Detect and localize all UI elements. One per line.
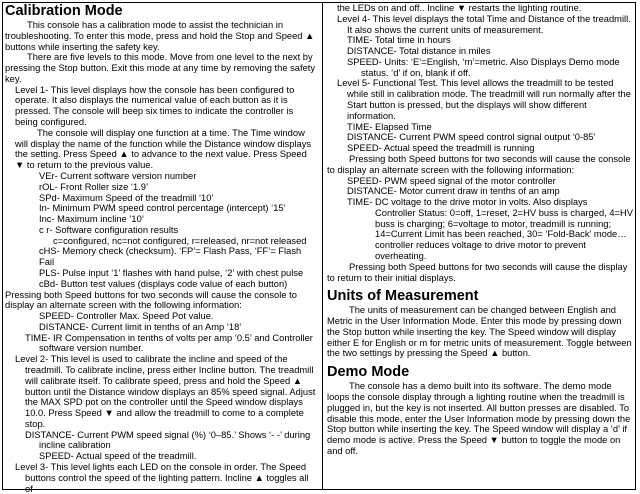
right-paragraph: Level 4- This level displays the total Time and Distance of the treadmill. It also shows the current units of measurement. [337, 13, 631, 35]
right-paragraph: Controller Status: 0=off, 1=reset, 2=HV buss is charged, 4=HV buss is charging; 6=voltage to motor, treadmill is running; 14=Current Limit has been reached, 30= ‘Fold-Back’ mode… controller reduces voltage to drive motor to prevent overheating. [375, 207, 633, 261]
right-paragraph: Pressing both Speed buttons for two seconds will cause the console to display an alternate screen with the following information: [327, 153, 631, 175]
right-paragraph: SPEED- Actual speed the treadmill is running [347, 143, 535, 154]
right-paragraph: TIME- Total time in hours [347, 35, 451, 46]
left-paragraph: SPd- Maximum Speed of the treadmill ‘10’ [39, 192, 214, 203]
left-paragraph: Inc- Maximum incline ‘10’ [39, 214, 144, 225]
left-paragraph: Pressing both Speed buttons for two seconds will cause the console to display an alternate screen with the following information: [5, 289, 297, 311]
left-paragraph: cHS- Memory check (checksum). ‘FP’= Flash Pass, ‘FF’= Flash Fail [39, 246, 302, 268]
left-column [5, 3, 318, 494]
left-paragraph: In- Minimum PWM speed control percentage (intercept) ‘15’ [39, 203, 286, 214]
calibration-mode-heading: Calibration Mode [5, 3, 123, 19]
column-divider [322, 2, 323, 490]
left-paragraph: The console will display one function at a time. The Time window will display the name of the function while the Distance window displays the setting. Press Speed ▲ to advance to the next value. Press Speed ▼ to return to the previous value. [15, 127, 312, 171]
demo-heading: Demo Mode [327, 364, 410, 381]
right-column-body [327, 3, 633, 283]
left-paragraph: SPEED- Controller Max. Speed Pot value. [39, 311, 214, 322]
left-paragraph: There are five levels to this mode. Move from one level to the next by pressing the Stop button. Exit this mode at any time by removing the safety key. [5, 52, 316, 84]
right-paragraph: TIME- Elapsed Time [347, 121, 432, 132]
right-paragraph: DISTANCE- Motor current draw in tenths of an amp [347, 186, 560, 197]
right-paragraph: SPEED- PWM speed signal of the motor controller [347, 175, 556, 186]
right-column [327, 3, 633, 457]
left-paragraph: TIME- IR Compensation in tenths of volts per amp ‘0.5’ and Controller software version number. [25, 332, 313, 354]
right-paragraph: DISTANCE- Current PWM speed control signal output ‘0-85’ [347, 132, 596, 143]
left-paragraph: DISTANCE- Current PWM speed signal (%) ‘0–85.’ Shows ‘- -’ during incline calibration [25, 429, 311, 451]
right-paragraph: DISTANCE- Total distance in miles [347, 46, 491, 57]
right-paragraph: Level 5- Functional Test. This level allows the treadmill to be tested while still in calibration mode. The treadmill will run normally after the Start button is pressed, but the displays will show different information. [337, 78, 631, 121]
left-paragraph: VEr- Current software version number [39, 170, 197, 181]
left-paragraph: Level 2- This level is used to calibrate the incline and speed of the treadmill. To calibrate incline, press either Incline button. The treadmill will calibrate itself. To calibrate speed, press and hold the Speed ▲ button until the Distance window displays an 85% speed signal. Adjust the MAX SPD pot on the controller until the Speed window displays 10.0. Press Speed ▼ and allow the treadmill to come to a complete stop. [15, 354, 316, 429]
right-paragraph: the LEDs on and off.. Incline ▼ restarts the lighting routine. [337, 3, 582, 13]
left-paragraph: c=configured, nc=not configured, r=released, nr=not released [53, 235, 307, 246]
left-paragraph: SPEED- Actual speed of the treadmill. [39, 451, 197, 462]
left-paragraph: Level 3- This level lights each LED on the console in order. The Speed buttons control the speed of the lighting pattern. Incline ▲ toggles all of [15, 462, 309, 494]
left-paragraph: rOL- Front Roller size ‘1.9’ [39, 181, 149, 192]
left-paragraph: cBd- Button test values (displays code value of each button) [39, 278, 288, 289]
left-paragraph: DISTANCE- Current limit in tenths of an Amp ‘18’ [39, 321, 242, 332]
right-paragraph: SPEED- Units: ‘E’=English, ‘m’=metric. Also Displays Demo mode status. ‘d’ if on, blank if off. [347, 56, 620, 78]
right-paragraph: Pressing both Speed buttons for two seconds will cause the display to return to their initial displays. [327, 261, 628, 283]
left-paragraph: This console has a calibration mode to assist the technician in troubleshooting. To enter this mode, press and hold the Stop and Speed ▲ buttons while inserting the safety key. [5, 20, 315, 52]
left-column-body [5, 20, 318, 494]
left-paragraph: Level 1- This level displays how the console has been configured to operate. It also displays the numerical value of each button as it is pressed. The console will beep six times to indicate the controller is being configured. [15, 84, 295, 128]
left-paragraph: c r- Software configuration results [39, 224, 179, 235]
units-paragraph: The units of measurement can be changed between English and Metric in the User Information Mode. Enter this mode by pressing down the Stop button while inserting the key. The Speed window will display either E for English or m for metric units of measurement. Toggle between the two settings by pressing the Speed ▲ button. [327, 305, 632, 359]
right-paragraph: TIME- DC voltage to the drive motor in volts. Also displays [347, 197, 588, 208]
left-paragraph: PLS- Pulse input ‘1’ flashes with hand pulse, ‘2’ with chest pulse [39, 267, 304, 278]
demo-paragraph: The console has a demo built into its software. The demo mode loops the console display through a lighting routine when the treadmill is plugged in, but the key is not inserted. All button presses are disabled. To disable this mode, enter the User Information mode by pressing down the Stop button while inserting the key. The Speed window will display a ‘d’ if demo mode is active. Press the Speed ▼ button to toggle the mode on and off. [327, 381, 631, 456]
units-heading: Units of Measurement [327, 288, 479, 305]
